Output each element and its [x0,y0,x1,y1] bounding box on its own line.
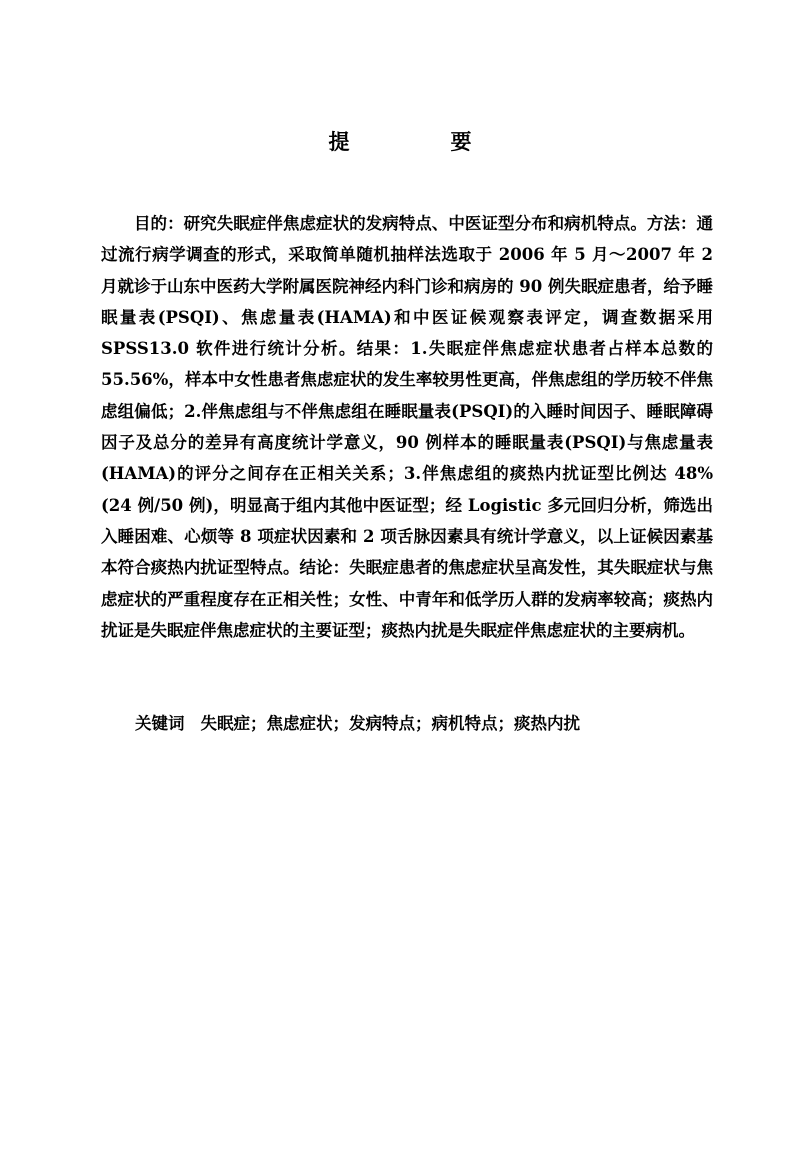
result-text: 1.失眠症伴焦虑症状患者占样本总数的 55.56%，样本中女性患者焦虑症状的发生率较男性更高，伴焦虑组的学历较不伴焦虑组偏低；2.伴焦虑组与不伴焦虑组在睡眠量表(PSQI)的入睡时间因子、睡眠障碍因子及总分的差异有高度统计学意义，90 例样本的睡眠量表(PSQI)与焦虑量表(HAMA)的评分之间存在正相关关系；3.伴焦虑组的痰热内扰证型比例达 48%(24 例/50 例)，明显高于组内其他中医证型；经 Logistic 多元回归分析，筛选出入睡困难、心烦等 8 项症状因素和 2 项舌脉因素具有统计学意义，以上证候因素基本符合痰热内扰证型特点。 [101,339,713,578]
page-title: 提 要 [328,129,512,154]
conclusion-text: 失眠症患者的焦虑症状呈高发性，其失眠症状与焦虑症状的严重程度存在正相关性；女性、中青年和低学历人群的发病率较高；痰热内扰证是失眠症伴焦虑症状的主要证型；痰热内扰是失眠症伴焦虑症状的主要病机。 [101,558,714,640]
purpose-label: 目的： [134,214,184,233]
method-label: 方法： [646,214,697,233]
purpose-text: 研究失眠症伴焦虑症状的发病特点、中医证型分布和病机特点。 [183,214,647,233]
result-label: 结果： [356,339,411,359]
conclusion-label: 结论： [299,558,350,578]
keywords-label: 关键词 [135,714,185,733]
abstract-body [101,208,713,646]
keywords-text: 失眠症；焦虑症状；发病特点；病机特点；痰热内扰 [200,714,580,733]
keywords-line [135,710,735,738]
method-text: 通过流行病学调查的形式，采取简单随机抽样法选取于 2006 年 5 月～2007 年 2 月就诊于山东中医药大学附属医院神经内科门诊和病房的 90 例失眠症患者，给予睡眠量表(PSQI)、焦虑量表(HAMA)和中医证候观察表评定，调查数据采用 SPSS13.0 软件进行统计分析。 [101,214,714,359]
